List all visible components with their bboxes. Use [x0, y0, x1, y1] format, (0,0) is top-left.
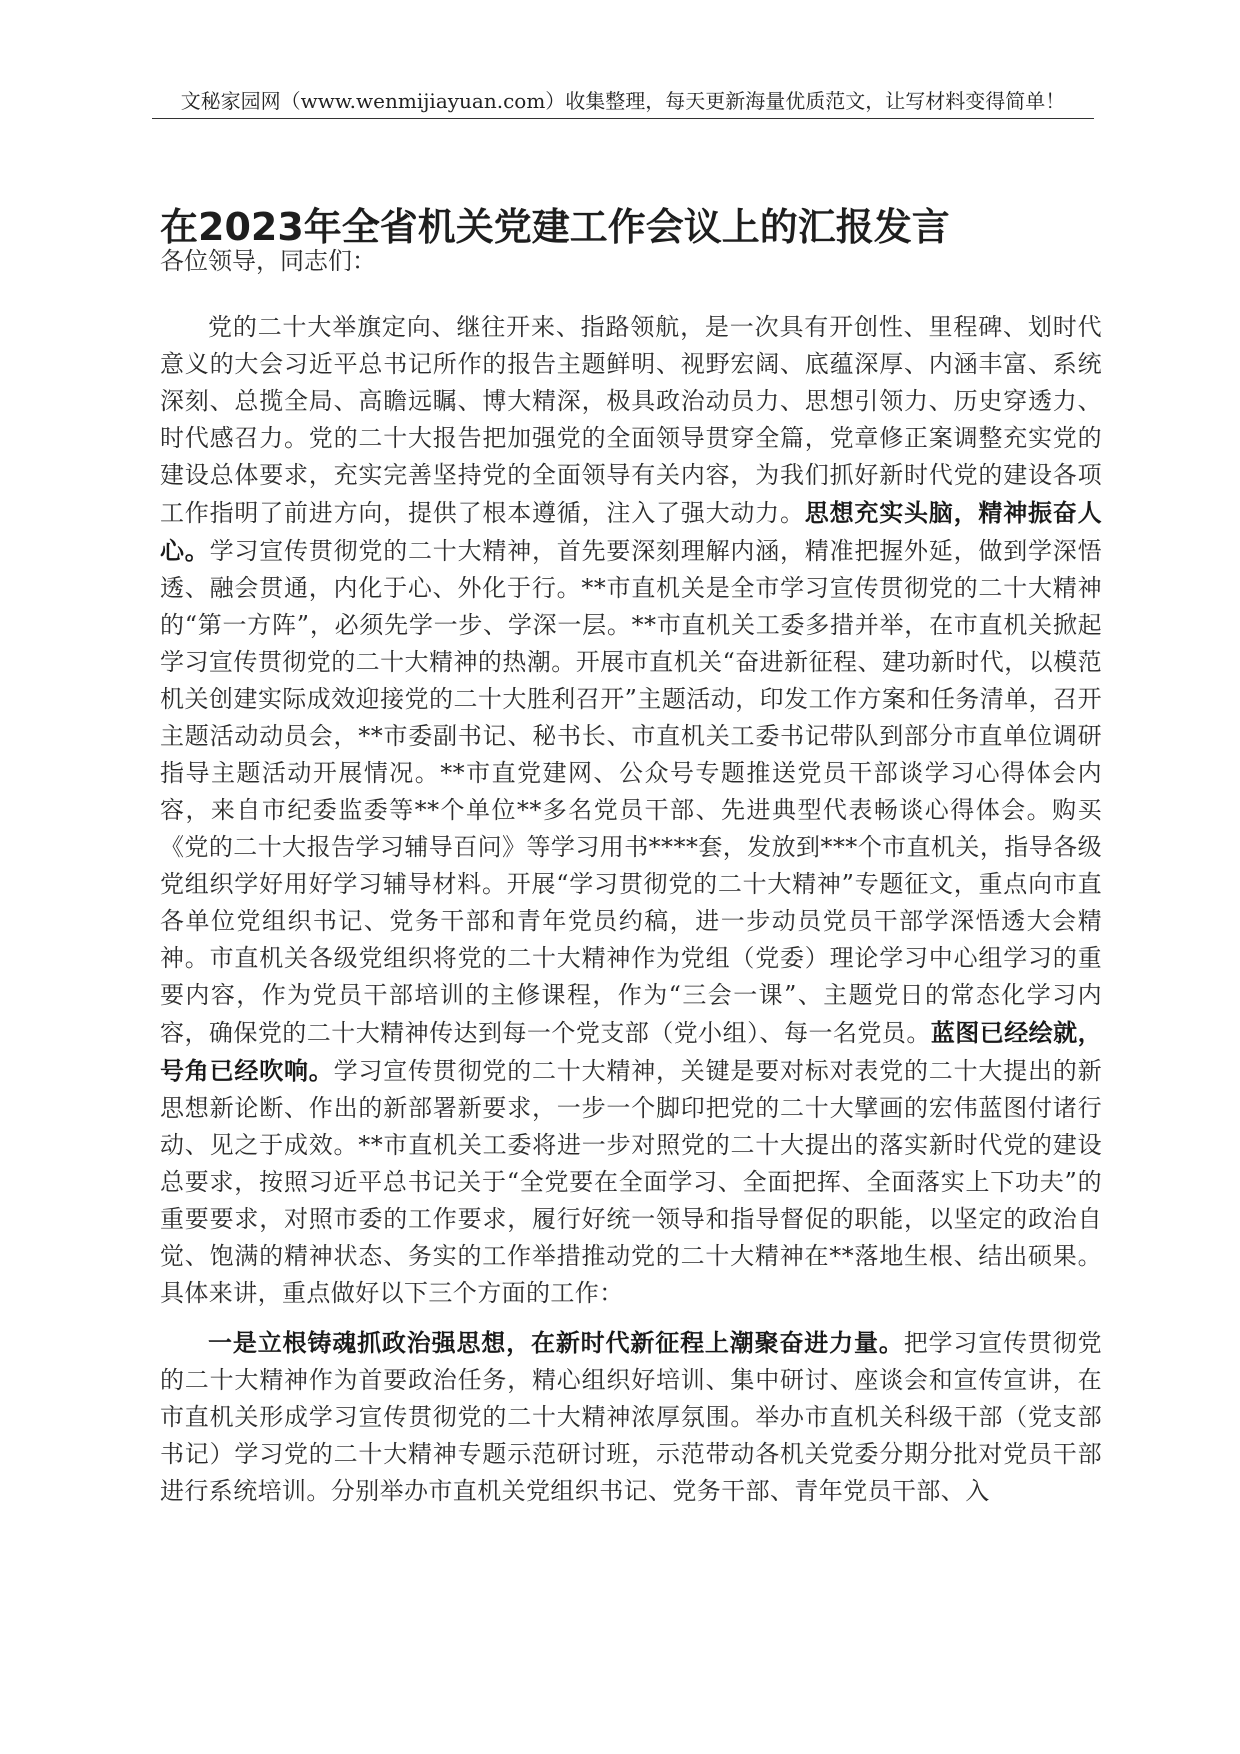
paragraph-1-bold-b: 蓝图已经绘就，号角已经吹响。: [160, 1018, 1102, 1085]
paragraph-1-text-b: 学习宣传贯彻党的二十大精神，首先要深刻理解内涵，精准把握外延，做到学深悟透、融会贯通，内化于心、外化于行。**市直机关是全市学习宣传贯彻党的二十大精神的“第一方阵”，必须先学一步、学深一层。**市直机关工委多措并举，在市直机关掀起学习宣传贯彻党的二十大精神的热潮。开展市直机关“奋进新征程、建功新时代，以模范机关创建实际成效迎接党的二十大胜利召开”主题活动，印发工作方案和任务清单，召开主题活动动员会，**市委副书记、秘书长、市直机关工委书记带队到部分市直单位调研指导主题活动开展情况。**市直党建网、公众号专题推送党员干部谈学习心得体会内容，来自市纪委监委等**个单位**多名党员干部、先进典型代表畅谈心得体会。购买《党的二十大报告学习辅导百问》等学习用书****套，发放到***个市直机关，指导各级党组织学好用好学习辅导材料。开展“学习贯彻党的二十大精神”专题征文，重点向市直各单位党组织书记、党务干部和青年党员约稿，进一步动员党员干部学深悟透大会精神。市直机关各级党组织将党的二十大精神作为党组（党委）理论学习中心组学习的重要内容，作为党员干部培训的主修课程，作为“三会一课”、主题党日的常态化学习内容，确保党的二十大精神传达到每一个党支部（党小组）、每一名党员。: [160, 537, 1102, 1047]
paragraph-1: [160, 309, 1102, 1312]
paragraph-1-text-a: 党的二十大举旗定向、继往开来、指路领航，是一次具有开创性、里程碑、划时代意义的大会习近平总书记所作的报告主题鲜明、视野宏阔、底蕴深厚、内涵丰富、系统深刻、总揽全局、高瞻远瞩、博大精深，极具政治动员力、思想引领力、历史穿透力、时代感召力。党的二十大报告把加强党的全面领导贯穿全篇，党章修正案调整充实党的建设总体要求，充实完善坚持党的全面领导有关内容，为我们抓好新时代党的建设各项工作指明了前进方向，提供了根本遵循，注入了强大动力。: [160, 313, 1102, 527]
paragraph-1-text-c: 学习宣传贯彻党的二十大精神，关键是要对标对表党的二十大提出的新思想新论断、作出的新部署新要求，一步一个脚印把党的二十大擘画的宏伟蓝图付诸行动、见之于成效。**市直机关工委将进一步对照党的二十大提出的落实新时代党的建设总要求，按照习近平总书记关于“全党要在全面学习、全面把挥、全面落实上下功夫”的重要要求，对照市委的工作要求，履行好统一领导和指导督促的职能，以坚定的政治自觉、饱满的精神状态、务实的工作举措推动党的二十大精神在**落地生根、结出硕果。具体来讲，重点做好以下三个方面的工作：: [160, 1057, 1102, 1307]
paragraph-2-heading: 一是立根铸魂抓政治强思想，在新时代新征程上潮聚奋进力量。: [208, 1328, 904, 1357]
page-header: [152, 86, 1094, 119]
paragraph-2: [160, 1324, 1102, 1510]
document-title: 在2023年全省机关党建工作会议上的汇报发言: [160, 205, 950, 249]
paragraph-2-text: 把学习宣传贯彻党的二十大精神作为首要政治任务，精心组织好培训、集中研讨、座谈会和宣传宣讲，在市直机关形成学习宣传贯彻党的二十大精神浓厚氛围。举办市直机关科级干部（党支部书记）学习党的二十大精神专题示范研讨班，示范带动各机关党委分期分批对党员干部进行系统培训。分别举办市直机关党组织书记、党务干部、青年党员干部、入: [160, 1329, 1103, 1505]
document-body: [160, 242, 1102, 1510]
salutation: 各位领导，同志们：: [160, 247, 376, 275]
paragraph-1-bold-a: 思想充实头脑，精神振奋人心。: [160, 498, 1102, 565]
header-text: 文秘家园网（www.wenmijiayuan.com）收集整理，每天更新海量优质范文，让写材料变得简单！: [180, 89, 1066, 113]
